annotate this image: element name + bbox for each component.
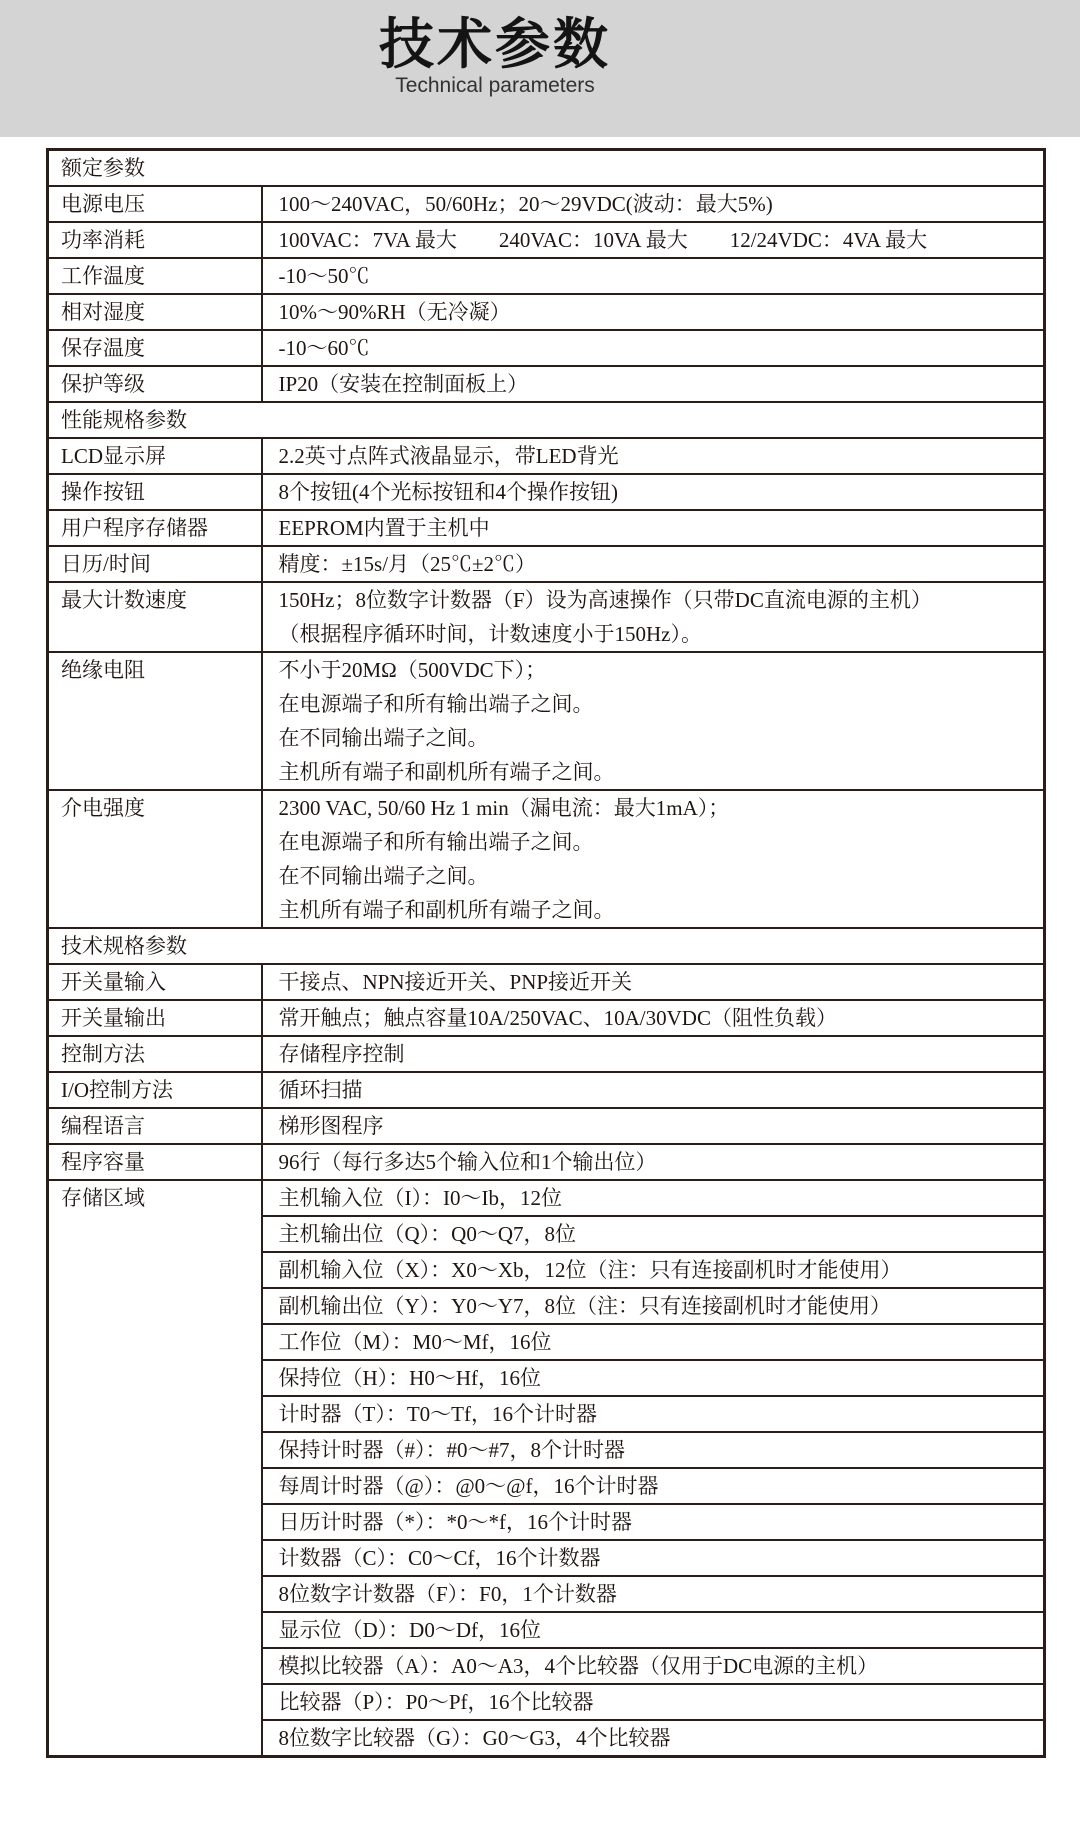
param-label: 用户程序存储器 — [48, 510, 262, 546]
param-value — [262, 546, 1045, 582]
param-value-line: 精度：±15s/月（25℃±2℃） — [278, 552, 537, 576]
param-value — [262, 790, 1045, 928]
storage-area-item: 主机输入位（I）：I0～Ib，12位 — [262, 1180, 1045, 1216]
section-label: 性能规格参数 — [48, 402, 1045, 438]
param-row — [48, 330, 1045, 366]
param-label: 日历/时间 — [48, 546, 262, 582]
param-row — [48, 294, 1045, 330]
storage-area-item: 模拟比较器（A）：A0～A3，4个比较器（仅用于DC电源的主机） — [262, 1648, 1045, 1684]
param-label: 电源电压 — [48, 186, 262, 222]
param-value — [262, 258, 1045, 294]
storage-area-item: 主机输出位（Q）：Q0～Q7，8位 — [262, 1216, 1045, 1252]
param-row — [48, 1108, 1045, 1144]
param-value — [262, 1072, 1045, 1108]
param-value — [262, 330, 1045, 366]
param-value-line: 150Hz；8位数字计数器（F）设为高速操作（只带DC直流电源的主机） — [278, 588, 932, 612]
param-value — [262, 1108, 1045, 1144]
param-label: I/O控制方法 — [48, 1072, 262, 1108]
storage-area-row — [48, 1180, 1045, 1216]
param-label: 存储区域 — [48, 1180, 262, 1757]
parameters-table-body — [48, 150, 1045, 1757]
param-value — [262, 186, 1045, 222]
param-label: 保护等级 — [48, 366, 262, 402]
param-value — [262, 222, 1045, 258]
param-value-line: -10～60℃ — [278, 336, 370, 360]
param-value-line: 2300 VAC, 50/60 Hz 1 min（漏电流：最大1mA）； — [278, 796, 730, 820]
param-row — [48, 582, 1045, 652]
param-value-line: 主机所有端子和副机所有端子之间。 — [278, 760, 615, 784]
param-value-line: 不小于20MΩ（500VDC下）； — [278, 658, 547, 682]
storage-area-item: 保持位（H）：H0～Hf，16位 — [262, 1360, 1045, 1396]
param-value-line: 8个按钮(4个光标按钮和4个操作按钮) — [278, 480, 618, 504]
storage-area-item: 保持计时器（#）：#0～#7，8个计时器 — [262, 1432, 1045, 1468]
param-label: 开关量输入 — [48, 964, 262, 1000]
param-row — [48, 1036, 1045, 1072]
param-row — [48, 186, 1045, 222]
param-value — [262, 1000, 1045, 1036]
param-row — [48, 964, 1045, 1000]
storage-area-item: 日历计时器（*）：*0～*f，16个计时器 — [262, 1504, 1045, 1540]
param-row — [48, 546, 1045, 582]
param-value — [262, 652, 1045, 790]
storage-area-item: 计数器（C）：C0～Cf，16个计数器 — [262, 1540, 1045, 1576]
param-row — [48, 1144, 1045, 1180]
param-value-line: 存储程序控制 — [278, 1042, 405, 1066]
param-label: 保存温度 — [48, 330, 262, 366]
param-value-line: 常开触点；触点容量10A/250VAC、10A/30VDC（阻性负载） — [278, 1006, 837, 1030]
param-value-line: 循环扫描 — [278, 1078, 363, 1102]
param-label: 开关量输出 — [48, 1000, 262, 1036]
param-value-line: 在不同输出端子之间。 — [278, 726, 489, 750]
param-value — [262, 582, 1045, 652]
param-label: 绝缘电阻 — [48, 652, 262, 790]
param-row — [48, 1072, 1045, 1108]
param-value — [262, 294, 1045, 330]
param-label: LCD显示屏 — [48, 438, 262, 474]
param-value-line: IP20（安装在控制面板上） — [278, 372, 529, 396]
page-subtitle: Technical parameters — [395, 74, 595, 97]
param-value — [262, 1144, 1045, 1180]
page-title: 技术参数 — [378, 13, 611, 75]
section-row — [48, 928, 1045, 964]
storage-area-item: 计时器（T）：T0～Tf，16个计时器 — [262, 1396, 1045, 1432]
param-value-line: 100～240VAC，50/60Hz；20～29VDC(波动：最大5%) — [278, 192, 773, 216]
param-label: 操作按钮 — [48, 474, 262, 510]
param-value-line: 在电源端子和所有输出端子之间。 — [278, 692, 594, 716]
param-label: 最大计数速度 — [48, 582, 262, 652]
param-value-line: 在电源端子和所有输出端子之间。 — [278, 830, 594, 854]
param-value-line: 96行（每行多达5个输入位和1个输出位） — [278, 1150, 657, 1174]
param-value-line: EEPROM内置于主机中 — [278, 516, 490, 540]
param-value-line: 干接点、NPN接近开关、PNP接近开关 — [278, 970, 633, 994]
storage-area-item: 比较器（P）：P0～Pf，16个比较器 — [262, 1684, 1045, 1720]
param-value-line: 2.2英寸点阵式液晶显示，带LED背光 — [278, 444, 619, 468]
param-row — [48, 1000, 1045, 1036]
section-row — [48, 150, 1045, 187]
param-row — [48, 222, 1045, 258]
section-row — [48, 402, 1045, 438]
param-value — [262, 1036, 1045, 1072]
param-value — [262, 474, 1045, 510]
param-value-line: 在不同输出端子之间。 — [278, 864, 489, 888]
param-value-line: 10%～90%RH（无冷凝） — [278, 300, 511, 324]
storage-area-item: 每周计时器（@）：@0～@f，16个计时器 — [262, 1468, 1045, 1504]
section-label: 额定参数 — [48, 150, 1045, 187]
param-value-line: 梯形图程序 — [278, 1114, 384, 1138]
storage-area-item: 8位数字计数器（F）：F0，1个计数器 — [262, 1576, 1045, 1612]
parameters-table — [46, 148, 1046, 1758]
param-value-line: （根据程序循环时间，计数速度小于150Hz）。 — [278, 622, 702, 646]
param-value-line: 100VAC：7VA 最大 240VAC：10VA 最大 12/24VDC：4VA 最大 — [278, 228, 928, 252]
param-label: 程序容量 — [48, 1144, 262, 1180]
storage-area-item: 副机输入位（X）：X0～Xb，12位（注：只有连接副机时才能使用） — [262, 1252, 1045, 1288]
param-label: 相对湿度 — [48, 294, 262, 330]
param-label: 控制方法 — [48, 1036, 262, 1072]
param-row — [48, 652, 1045, 790]
storage-area-item: 副机输出位（Y）：Y0～Y7，8位（注：只有连接副机时才能使用） — [262, 1288, 1045, 1324]
param-row — [48, 438, 1045, 474]
param-value — [262, 438, 1045, 474]
param-row — [48, 258, 1045, 294]
param-label: 编程语言 — [48, 1108, 262, 1144]
param-value-line: 主机所有端子和副机所有端子之间。 — [278, 898, 615, 922]
storage-area-item: 工作位（M）：M0～Mf，16位 — [262, 1324, 1045, 1360]
param-value — [262, 366, 1045, 402]
param-row — [48, 510, 1045, 546]
param-label: 工作温度 — [48, 258, 262, 294]
storage-area-item: 显示位（D）：D0～Df，16位 — [262, 1612, 1045, 1648]
param-value-line: -10～50℃ — [278, 264, 370, 288]
section-label: 技术规格参数 — [48, 928, 1045, 964]
param-row — [48, 366, 1045, 402]
header-band — [0, 0, 1080, 137]
storage-area-item: 8位数字比较器（G）：G0～G3，4个比较器 — [262, 1720, 1045, 1757]
param-value — [262, 964, 1045, 1000]
param-label: 功率消耗 — [48, 222, 262, 258]
param-value — [262, 510, 1045, 546]
param-row — [48, 474, 1045, 510]
param-label: 介电强度 — [48, 790, 262, 928]
param-row — [48, 790, 1045, 928]
